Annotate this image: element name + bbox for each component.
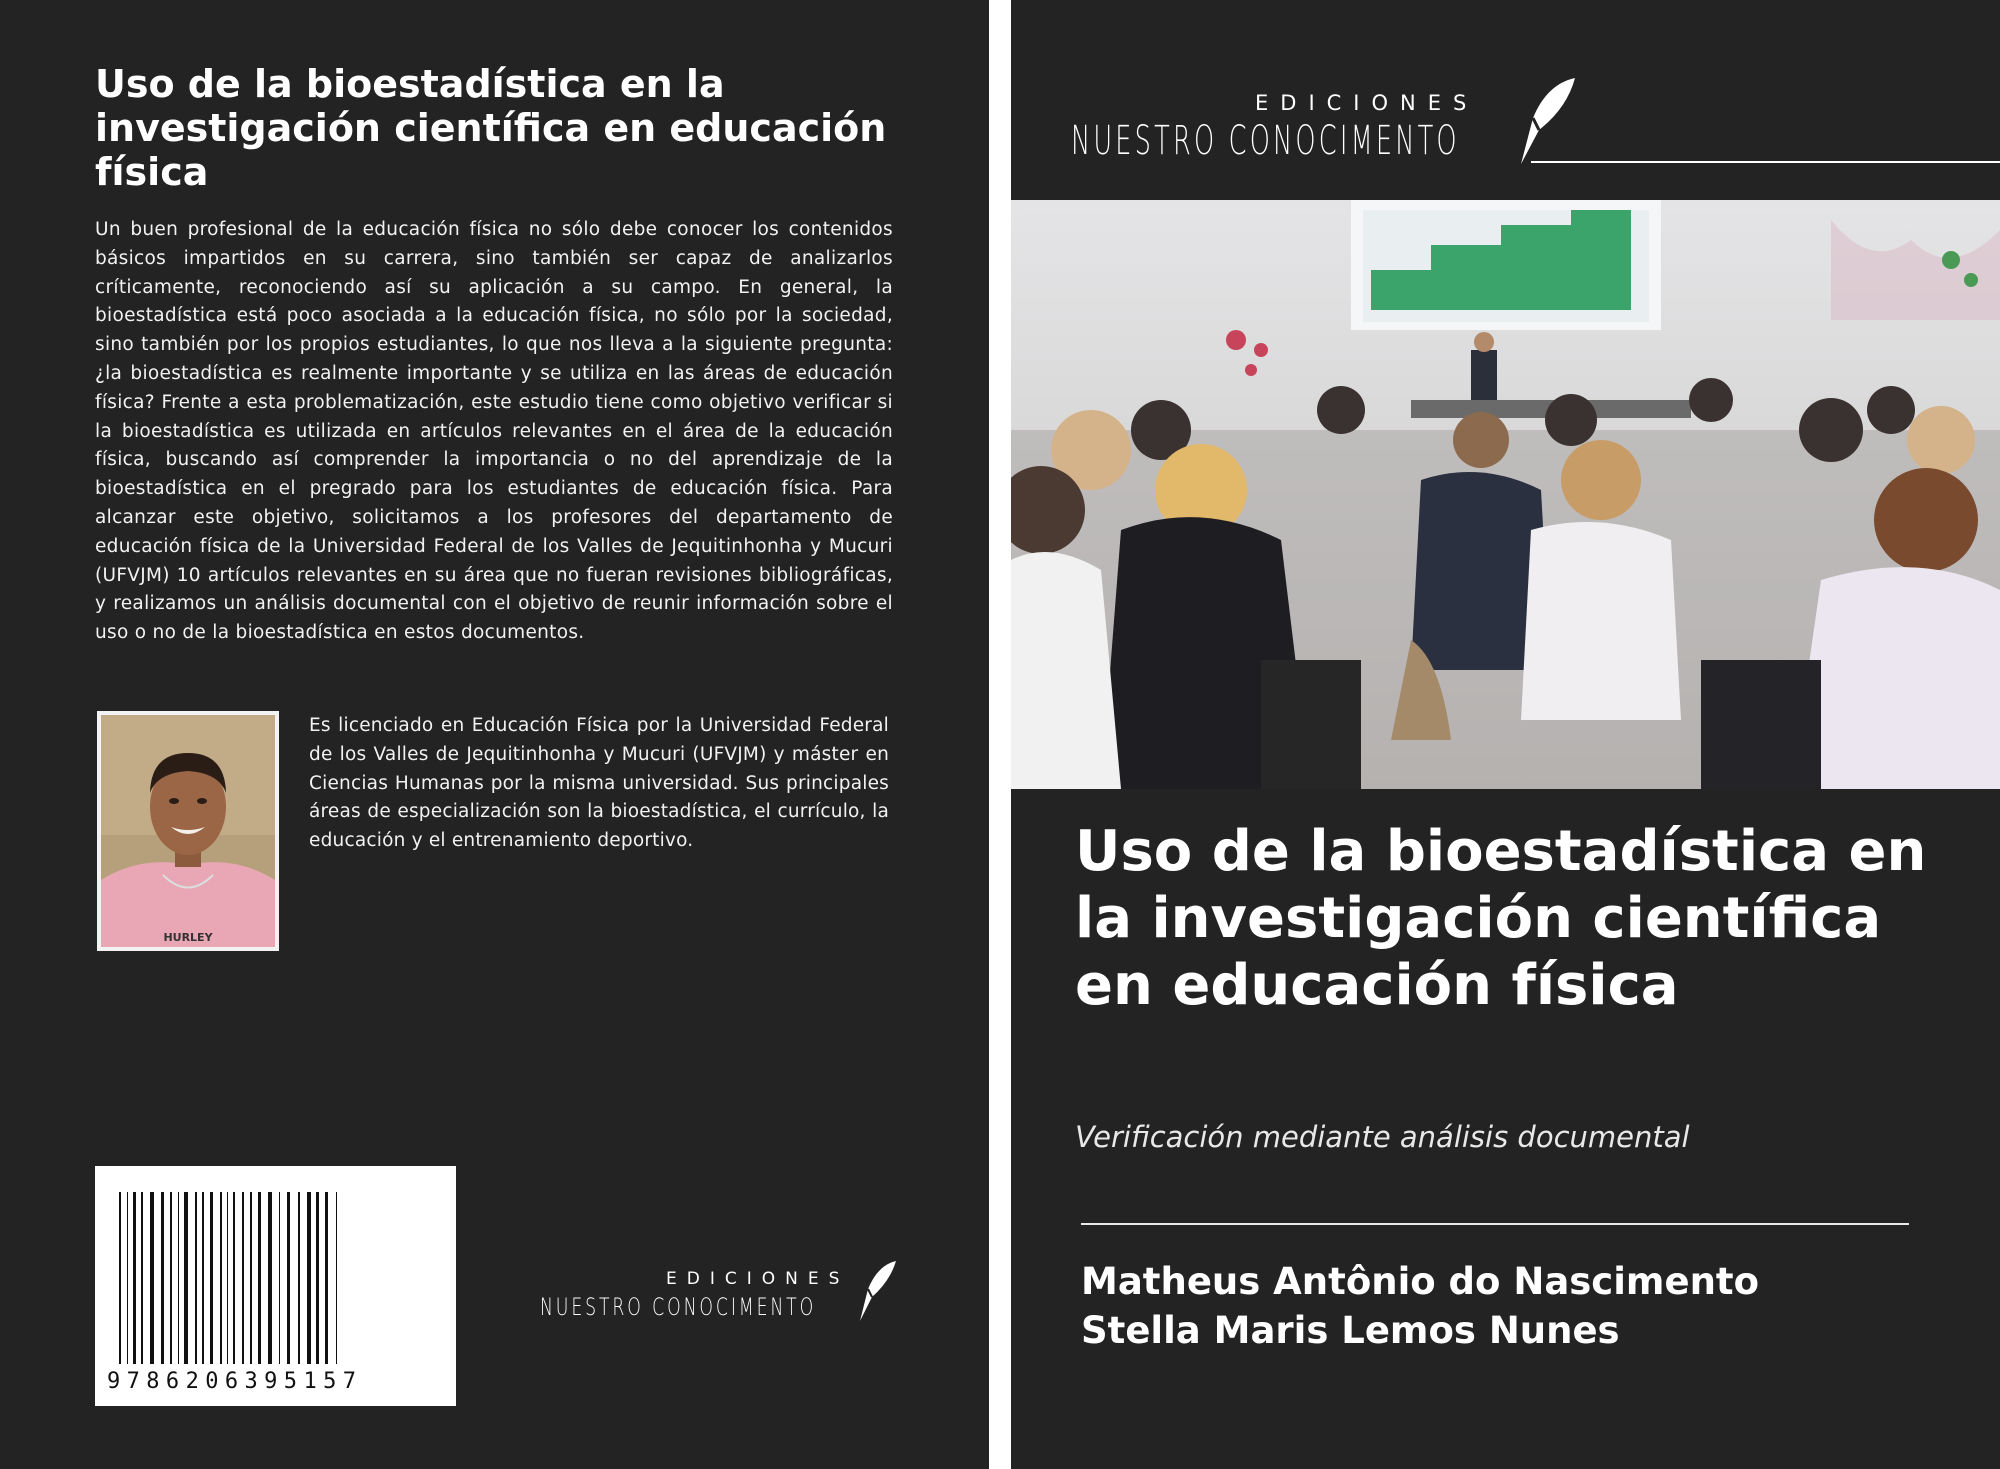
fountain-pen-nib-icon [856, 1259, 900, 1325]
barcode-bar [242, 1192, 244, 1364]
back-cover-title: Uso de la bioestadística en la investigación científica en educación física [95, 62, 887, 194]
barcode-bar [184, 1192, 188, 1364]
photo-shirt-text: HURLEY [163, 931, 213, 944]
barcode-bar [233, 1192, 235, 1364]
barcode-bar [210, 1192, 213, 1364]
back-cover-blurb: Un buen profesional de la educación física no sólo debe conocer los contenidos básicos impartidos en su carrera, sino también ser capaz de analizarlos críticamente, reconociendo así su aplicación a su campo. En general, la bioestadística está poco asociada a la educación física, no sólo por la sociedad, sino también por los propios estudiantes, lo que nos lleva a la siguiente pregunta: ¿la bioestadística es realmente importante y se utiliza en las áreas de educación física? Frente a esta problematización, este estudio tiene como objetivo verificar si la bioestadística es utilizada en artículos relevantes en el área de la educación física, buscando así comprender la importancia o no del aprendizaje de la bioestadística en el pregrado para los estudiantes de educación física. Para alcanzar este objetivo, solicitamos a los profesores del departamento de educación física de la Universidad Federal de los Valles de Jequitinhonha y Mucuri (UFVJM) 10 artículos relevantes en su área que no fueran revisiones bibliográficas, y realizamos un análisis documental con el objetivo de reunir información sobre el uso o no de la bioestadística en estos documentos. [95, 219, 893, 644]
barcode-bar [127, 1192, 128, 1364]
barcode-bar [325, 1192, 328, 1364]
publisher-top-line: EDICIONES [666, 1269, 850, 1289]
back-cover [0, 0, 989, 1469]
barcode-bar [268, 1192, 272, 1364]
barcode-bar [141, 1192, 143, 1364]
barcode-bar [178, 1192, 179, 1364]
front-cover [1011, 0, 2000, 1469]
logo-underline [1531, 161, 2000, 163]
publisher-bottom-line: NUESTRO CONOCIMENTO [1071, 118, 1460, 164]
barcode-bar [119, 1192, 121, 1364]
conference-audience-image [1011, 200, 2000, 789]
barcode-bar [307, 1192, 311, 1364]
publisher-top-line: EDICIONES [1255, 91, 1479, 115]
front-cover-subtitle: Verificación mediante análisis documental [1075, 1120, 1690, 1154]
back-publisher-logo [540, 1255, 900, 1335]
cover-photo-conference [1011, 200, 2000, 789]
barcode-bar [202, 1192, 204, 1364]
author-portrait-image [101, 715, 275, 947]
barcode-bar [250, 1192, 252, 1364]
author-bio: Es licenciado en Educación Física por la Universidad Federal de los Valles de Jequitinhonha y Mucuri (UFVJM) y máster en Ciencias Humanas por la misma universidad. Sus principales áreas de especialización son la bioestadística, el currículo, la educación y el entrenamiento deportivo. [309, 715, 889, 852]
front-cover-divider [1081, 1223, 1909, 1225]
barcode-bar [298, 1192, 300, 1364]
barcode-bar [161, 1192, 164, 1364]
author-name: Matheus Antônio do Nascimento [1081, 1260, 1760, 1303]
barcode-bar [133, 1192, 136, 1364]
barcode-bar [220, 1192, 222, 1364]
author-photo [97, 711, 279, 951]
publisher-bottom-line: NUESTRO CONOCIMENTO [540, 1293, 817, 1321]
front-publisher-logo [1071, 72, 1571, 172]
barcode-bar [336, 1192, 337, 1364]
front-cover-title: Uso de la bioestadística en la investigación científica en educación física [1075, 819, 1927, 1018]
barcode-bar [150, 1192, 154, 1364]
barcode-bar [227, 1192, 228, 1364]
fountain-pen-nib-icon [1517, 76, 1579, 168]
author-name: Stella Maris Lemos Nunes [1081, 1309, 1620, 1352]
barcode-bar [316, 1192, 319, 1364]
barcode-bar [258, 1192, 261, 1364]
barcode-bar [195, 1192, 197, 1364]
barcode-bar [287, 1192, 290, 1364]
barcode-bar [170, 1192, 172, 1364]
isbn-digits: 9786206395157 [107, 1369, 363, 1394]
isbn-barcode [95, 1166, 456, 1406]
barcode-bar [279, 1192, 280, 1364]
front-cover-authors [1081, 1257, 1961, 1355]
